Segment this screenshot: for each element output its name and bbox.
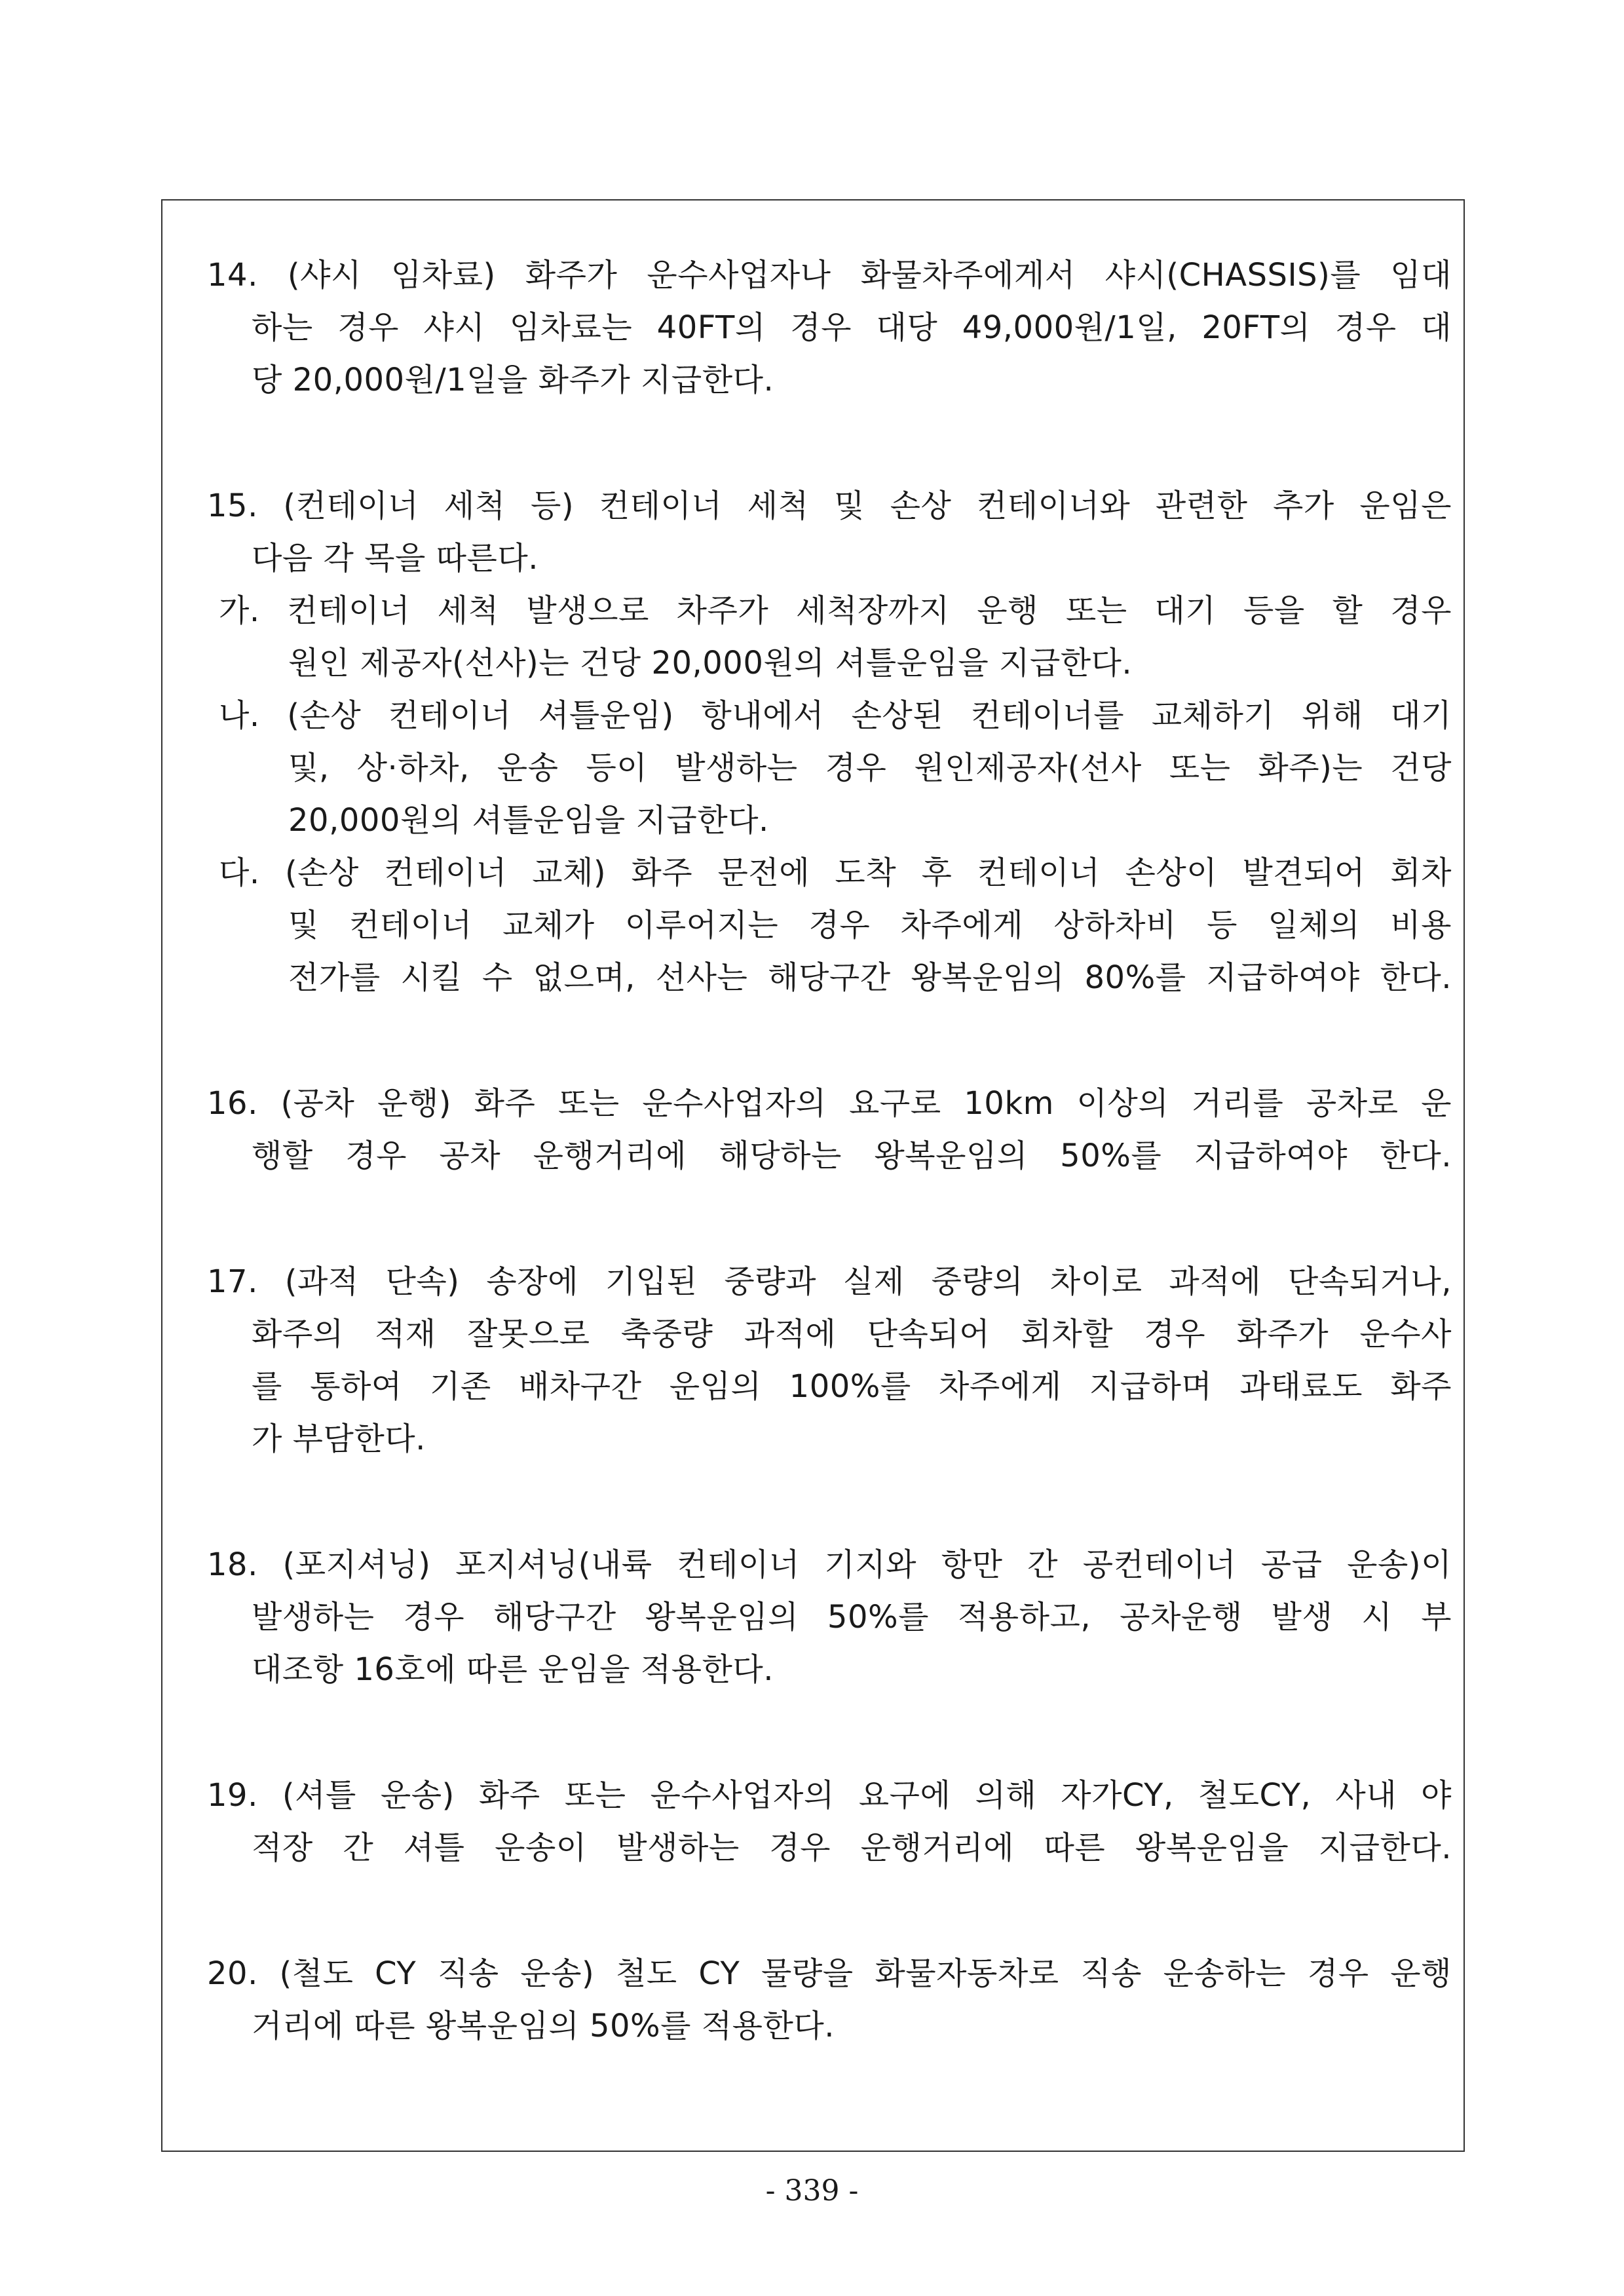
clause-18-line-2: 발생하는 경우 해당구간 왕복운임의 50%를 적용하고, 공차운행 발생 시 부 (252, 1599, 1452, 1636)
clause-18-line-3: 대조항 16호에 따른 운임을 적용한다. (252, 1651, 774, 1688)
clause-17-line-1: 17. (과적 단속) 송장에 기입된 중량과 실제 중량의 차이로 과적에 단속되거나, (207, 1263, 1452, 1300)
clause-18-line-1: 18. (포지셔닝) 포지셔닝(내륙 컨테이너 기지와 항만 간 공컨테이너 공급 운송)이 (207, 1546, 1452, 1583)
clause-15-line-1: 15. (컨테이너 세척 등) 컨테이너 세척 및 손상 컨테이너와 관련한 추가 운임은 (207, 488, 1452, 524)
clause-17-line-4: 가 부담한다. (252, 1421, 426, 1457)
clause-19-line-1: 19. (셔틀 운송) 화주 또는 운수사업자의 요구에 의해 자가CY, 철도CY, 사내 야 (207, 1777, 1452, 1814)
clause-15-sub-a-line-2: 원인 제공자(선사)는 건당 20,000원의 셔틀운임을 지급한다. (288, 645, 1133, 681)
clause-14-line-2: 하는 경우 샤시 임차료는 40FT의 경우 대당 49,000원/1일, 20FT의 경우 대 (252, 309, 1452, 346)
clause-15-sub-c-line-2: 및 컨테이너 교체가 이루어지는 경우 차주에게 상하차비 등 일체의 비용 (288, 907, 1452, 944)
clause-20-line-1: 20. (철도 CY 직송 운송) 철도 CY 물량을 화물자동차로 직송 운송하는 경우 운행 (207, 1955, 1452, 1992)
clause-15-sub-b-line-1: 나. (손상 컨테이너 셔틀운임) 항내에서 손상된 컨테이너를 교체하기 위해 대기 (219, 697, 1452, 734)
clause-15-sub-a-line-1: 가. 컨테이너 세척 발생으로 차주가 세척장까지 운행 또는 대기 등을 할 경우 (219, 592, 1452, 629)
page-number: - 339 - (765, 2174, 859, 2208)
clause-15-sub-c-line-1: 다. (손상 컨테이너 교체) 화주 문전에 도착 후 컨테이너 손상이 발견되어 회차 (219, 854, 1452, 891)
clause-17-line-3: 를 통하여 기존 배차구간 운임의 100%를 차주에게 지급하며 과태료도 화주 (252, 1368, 1452, 1405)
clause-14-line-1: 14. (샤시 임차료) 화주가 운수사업자나 화물차주에게서 샤시(CHASSIS)를 임대 (207, 257, 1452, 294)
clause-14-line-3: 당 20,000원/1일을 화주가 지급한다. (252, 362, 774, 398)
clause-15-line-2: 다음 각 목을 따른다. (252, 540, 538, 577)
clause-15-sub-b-line-2: 및, 상·하차, 운송 등이 발생하는 경우 원인제공자(선사 또는 화주)는 건당 (288, 750, 1452, 786)
clause-15-sub-b-line-3: 20,000원의 셔틀운임을 지급한다. (288, 802, 769, 839)
clause-19-line-2: 적장 간 셔틀 운송이 발생하는 경우 운행거리에 따른 왕복운임을 지급한다. (252, 1829, 1452, 1866)
clause-16-line-2: 행할 경우 공차 운행거리에 해당하는 왕복운임의 50%를 지급하여야 한다. (252, 1138, 1452, 1174)
clause-20-line-2: 거리에 따른 왕복운임의 50%를 적용한다. (252, 2008, 835, 2044)
clause-17-line-2: 화주의 적재 잘못으로 축중량 과적에 단속되어 회차할 경우 화주가 운수사 (252, 1316, 1452, 1352)
clause-16-line-1: 16. (공차 운행) 화주 또는 운수사업자의 요구로 10km 이상의 거리를 공차로 운 (207, 1085, 1452, 1122)
clause-15-sub-c-line-3: 전가를 시킬 수 없으며, 선사는 해당구간 왕복운임의 80%를 지급하여야 한다. (288, 959, 1452, 996)
